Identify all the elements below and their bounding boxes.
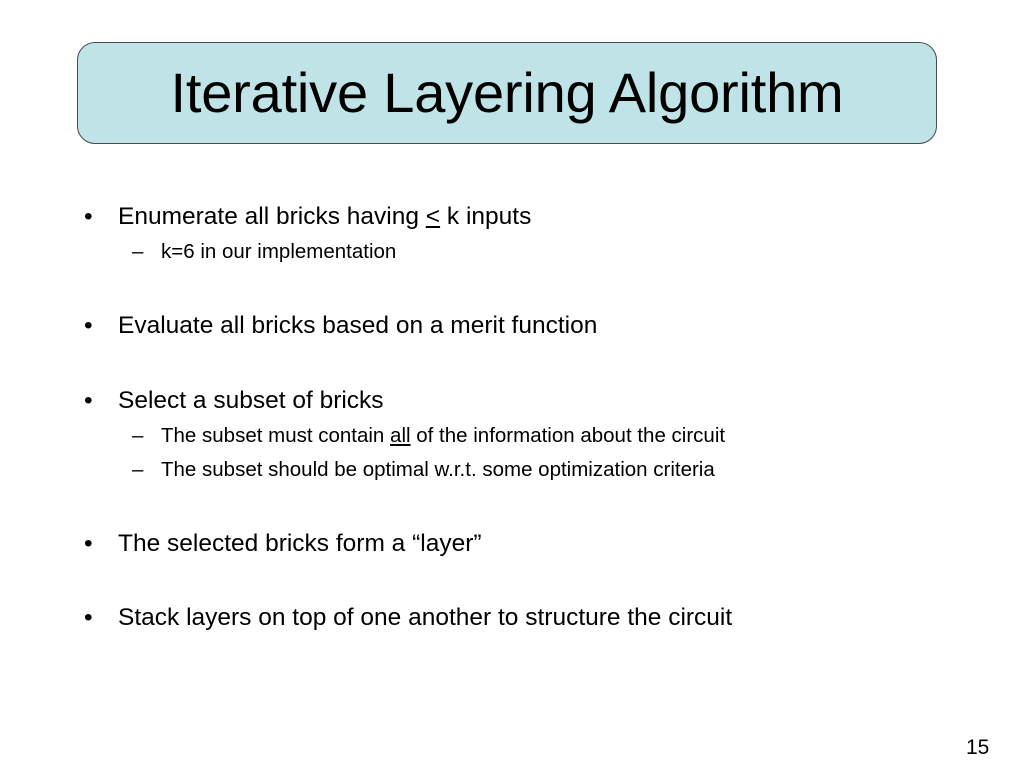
sub-bullet-text — [161, 426, 725, 447]
underlined-word: all — [390, 424, 411, 447]
sub-bullet-text: k=6 in our implementation — [161, 240, 397, 263]
bullet-text-part: k inputs — [440, 203, 532, 230]
bullet-text: The selected bricks form a “layer” — [118, 530, 482, 557]
bullet-marker: • — [84, 604, 93, 631]
bullet-text: Stack layers on top of one another to structure the circuit — [118, 604, 733, 631]
bullet-text: Evaluate all bricks based on a merit function — [118, 312, 598, 339]
bullet-marker: • — [84, 312, 93, 339]
bullet-marker: • — [84, 530, 93, 557]
sub-bullet-marker: – — [132, 240, 144, 263]
sub-text-part: of the information about the circuit — [410, 424, 726, 447]
page-number: 15 — [966, 736, 990, 759]
bullet-marker: • — [84, 387, 93, 414]
sub-bullet-marker: – — [132, 424, 144, 447]
sub-bullet-marker: – — [132, 458, 144, 481]
bullet-text — [118, 205, 531, 230]
slide-title: Iterative Layering Algorithm — [170, 61, 844, 124]
sub-bullet-text: The subset should be optimal w.r.t. some optimization criteria — [161, 458, 715, 481]
underlined-symbol: < — [425, 203, 441, 230]
bullet-text: Select a subset of bricks — [118, 387, 384, 414]
bullet-marker: • — [84, 203, 93, 230]
bullet-text-part: Enumerate all bricks having — [118, 203, 426, 230]
sub-text-part: The subset must contain — [161, 424, 391, 447]
